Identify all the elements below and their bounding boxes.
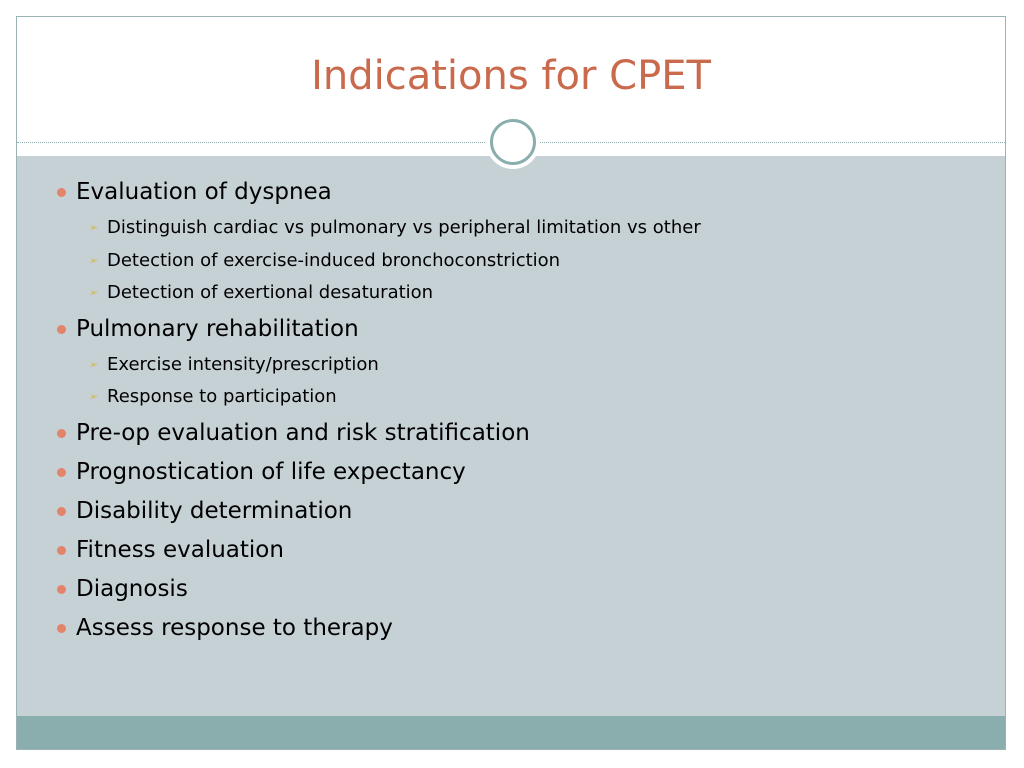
circle-bullet-icon xyxy=(57,507,66,516)
sub-bullet-text: Response to participation xyxy=(107,386,337,407)
bullet-text: Assess response to therapy xyxy=(76,614,393,641)
circle-bullet-icon xyxy=(57,624,66,633)
bullet-item xyxy=(57,570,977,609)
bullet-item xyxy=(57,492,977,531)
bullet-text: Evaluation of dyspnea xyxy=(76,179,332,205)
slide-title: Indications for CPET xyxy=(311,53,711,99)
circle-bullet-icon xyxy=(57,468,66,477)
arrowhead-bullet-icon: ➢ xyxy=(89,357,99,371)
bullet-list xyxy=(57,173,977,648)
bullet-item xyxy=(57,173,977,212)
sub-bullet-item xyxy=(57,245,977,278)
bullet-item xyxy=(57,531,977,570)
sub-bullet-text: Detection of exercise-induced bronchoconstriction xyxy=(107,249,561,271)
bullet-item xyxy=(57,414,977,453)
sub-bullet-item xyxy=(57,349,977,382)
sub-bullet-item xyxy=(57,212,977,245)
bullet-item xyxy=(57,609,977,648)
arrowhead-bullet-icon: ➢ xyxy=(89,253,99,267)
bullet-text: Pulmonary rehabilitation xyxy=(76,315,359,342)
arrowhead-bullet-icon: ➢ xyxy=(89,390,99,403)
sub-bullet-item xyxy=(57,277,977,310)
slide xyxy=(16,16,1006,750)
circle-bullet-icon xyxy=(57,325,66,334)
arrowhead-bullet-icon: ➢ xyxy=(89,286,99,299)
ring-emblem-icon xyxy=(486,115,540,169)
arrowhead-bullet-icon: ➢ xyxy=(89,221,99,234)
bullet-text: Fitness evaluation xyxy=(76,536,284,563)
bullet-item xyxy=(57,310,977,349)
sub-bullet-item xyxy=(57,381,977,414)
bullet-text: Pre-op evaluation and risk stratification xyxy=(76,419,530,446)
footer-band xyxy=(17,716,1005,750)
bullet-text: Diagnosis xyxy=(76,575,188,602)
sub-bullet-text: Detection of exertional desaturation xyxy=(107,282,434,303)
ring-icon xyxy=(490,119,536,165)
circle-bullet-icon xyxy=(57,188,66,197)
bullet-text: Disability determination xyxy=(76,497,353,524)
bullet-text: Prognostication of life expectancy xyxy=(76,458,466,485)
circle-bullet-icon xyxy=(57,546,66,555)
circle-bullet-icon xyxy=(57,429,66,438)
sub-bullet-text: Distinguish cardiac vs pulmonary vs peripheral limitation vs other xyxy=(107,217,701,238)
circle-bullet-icon xyxy=(57,585,66,594)
sub-bullet-text: Exercise intensity/prescription xyxy=(107,353,379,375)
bullet-item xyxy=(57,453,977,492)
